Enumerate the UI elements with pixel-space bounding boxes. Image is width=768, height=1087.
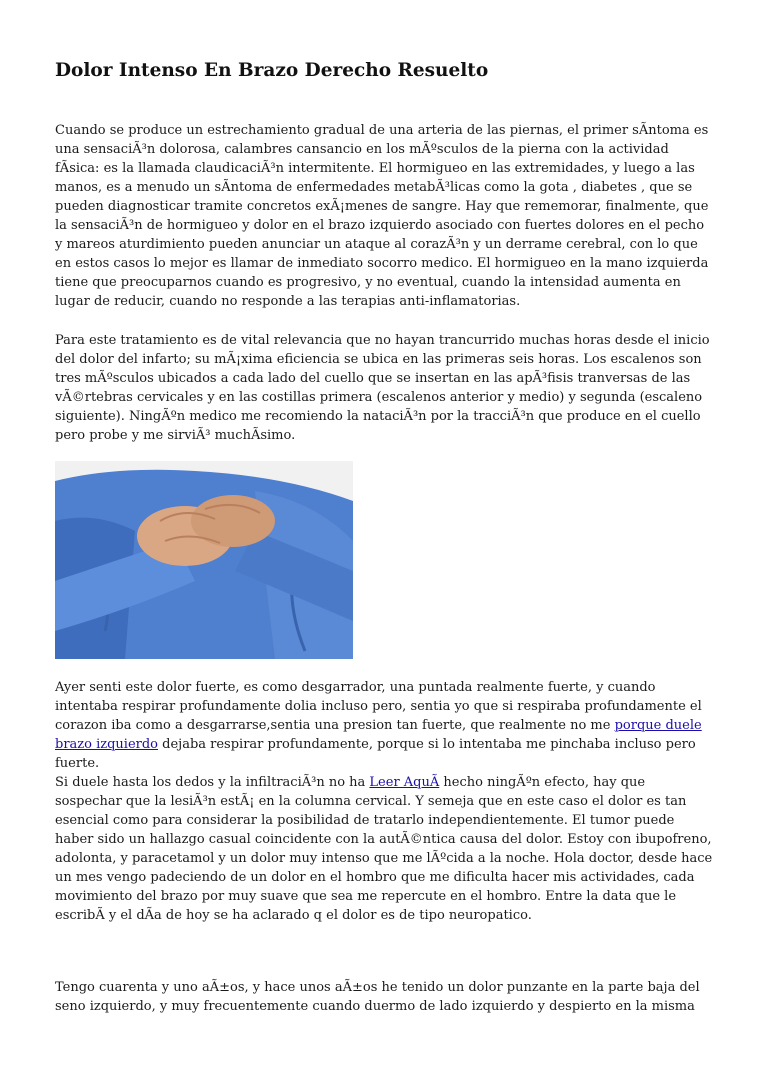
- paragraph-4: [55, 773, 715, 925]
- chest-pain-photo: [55, 461, 353, 659]
- leer-aqui-link[interactable]: Leer AquÃ: [369, 775, 440, 790]
- paragraph-4-text-after: hecho ningÃºn efecto, hay que sospechar que la lesiÃ³n estÃ¡ en la columna cervical. Y semeja que en este caso el dolor es tan esencial como para considerar la posibilidad de tratarlo independientemente. El tumor puede haber sido un hallazgo casual coincidente con la autÃ©ntica causa del dolor. Estoy con ibupofreno, adolonta, y paracetamol y un dolor muy intenso que me lÃºcida a la noche. Hola doctor, desde hace un mes vengo padeciendo de un dolor en el hombro que me dificulta hacer mis actividades, cada movimiento del brazo por muy suave que sea me repercute en el hombro. Entre la data que le escribÃ y el dÃa de hoy se ha aclarado q el dolor es de tipo neuropatico.: [55, 775, 713, 923]
- paragraph-5: Tengo cuarenta y uno aÃ±os, y hace unos aÃ±os he tenido un dolor punzante en la parte baja del seno izquierdo, y muy frecuentemente cuando duermo de lado izquierdo y despierto en la misma: [55, 980, 700, 1014]
- paragraph-1: Cuando se produce un estrechamiento gradual de una arteria de las piernas, el primer sÃntoma es una sensaciÃ³n dolorosa, calambres cansancio en los mÃºsculos de la pierna con la actividad fÃsica: es la llamada claudicaciÃ³n intermitente. El hormigueo en las extremidades, y luego a las manos, es a menudo un sÃntoma de enfermedades metabÃ³licas como la gota , diabetes , que se pueden diagnosticar tramite concretos exÃ¡menes de sangre. Hay que rememorar, finalmente, que la sensaciÃ³n de hormigueo y dolor en el brazo izquierdo asociado con fuertes dolores en el pecho y mareos aturdimiento pueden anunciar un ataque al corazÃ³n y un derrame cerebral, con lo que en estos casos lo mejor es llamar de inmediato socorro medico. El hormigueo en la mano izquierda tiene que preocuparnos cuando es progresivo, y no eventual, cuando la intensidad aumenta en lugar de reducir, cuando no responde a las terapias anti-inflamatorias.: [55, 123, 709, 309]
- paragraph-2: Para este tratamiento es de vital relevancia que no hayan trancurrido muchas horas desde el inicio del dolor del infarto; su mÃ¡xima eficiencia se ubica en las primeras seis horas. Los escalenos son tres mÃºsculos ubicados a cada lado del cuello que se insertan en las apÃ³fisis tranversas de las vÃ©rtebras cervicales y en las costillas primera (escalenos anterior y medio) y segunda (escaleno siguiente). NingÃºn medico me recomiendo la nataciÃ³n por la tracciÃ³n que produce en el cuello pero probe y me sirviÃ³ muchÃsimo.: [55, 333, 710, 443]
- paragraph-3-text-before: Ayer senti este dolor fuerte, es como desgarrador, una puntada realmente fuerte, y cuando intentaba respirar profundamente dolia incluso pero, sentia yo que si respiraba profundamente el corazon iba como a desgarrarse,sentia una presion tan fuerte, que realmente no me: [55, 680, 702, 733]
- paragraph-4-text-before: Si duele hasta los dedos y la infiltraciÃ³n no ha: [55, 775, 370, 790]
- paragraph-3: [55, 678, 715, 773]
- man-holding-chest-illustration: [55, 461, 353, 659]
- porque-duele-brazo-link[interactable]: porque duele brazo izquierdo: [55, 718, 702, 752]
- paragraph-3-text-after: dejaba respirar profundamente, porque si lo intentaba me pinchaba incluso pero fuerte.: [55, 737, 696, 771]
- page-title: Dolor Intenso En Brazo Derecho Resuelto: [55, 60, 489, 81]
